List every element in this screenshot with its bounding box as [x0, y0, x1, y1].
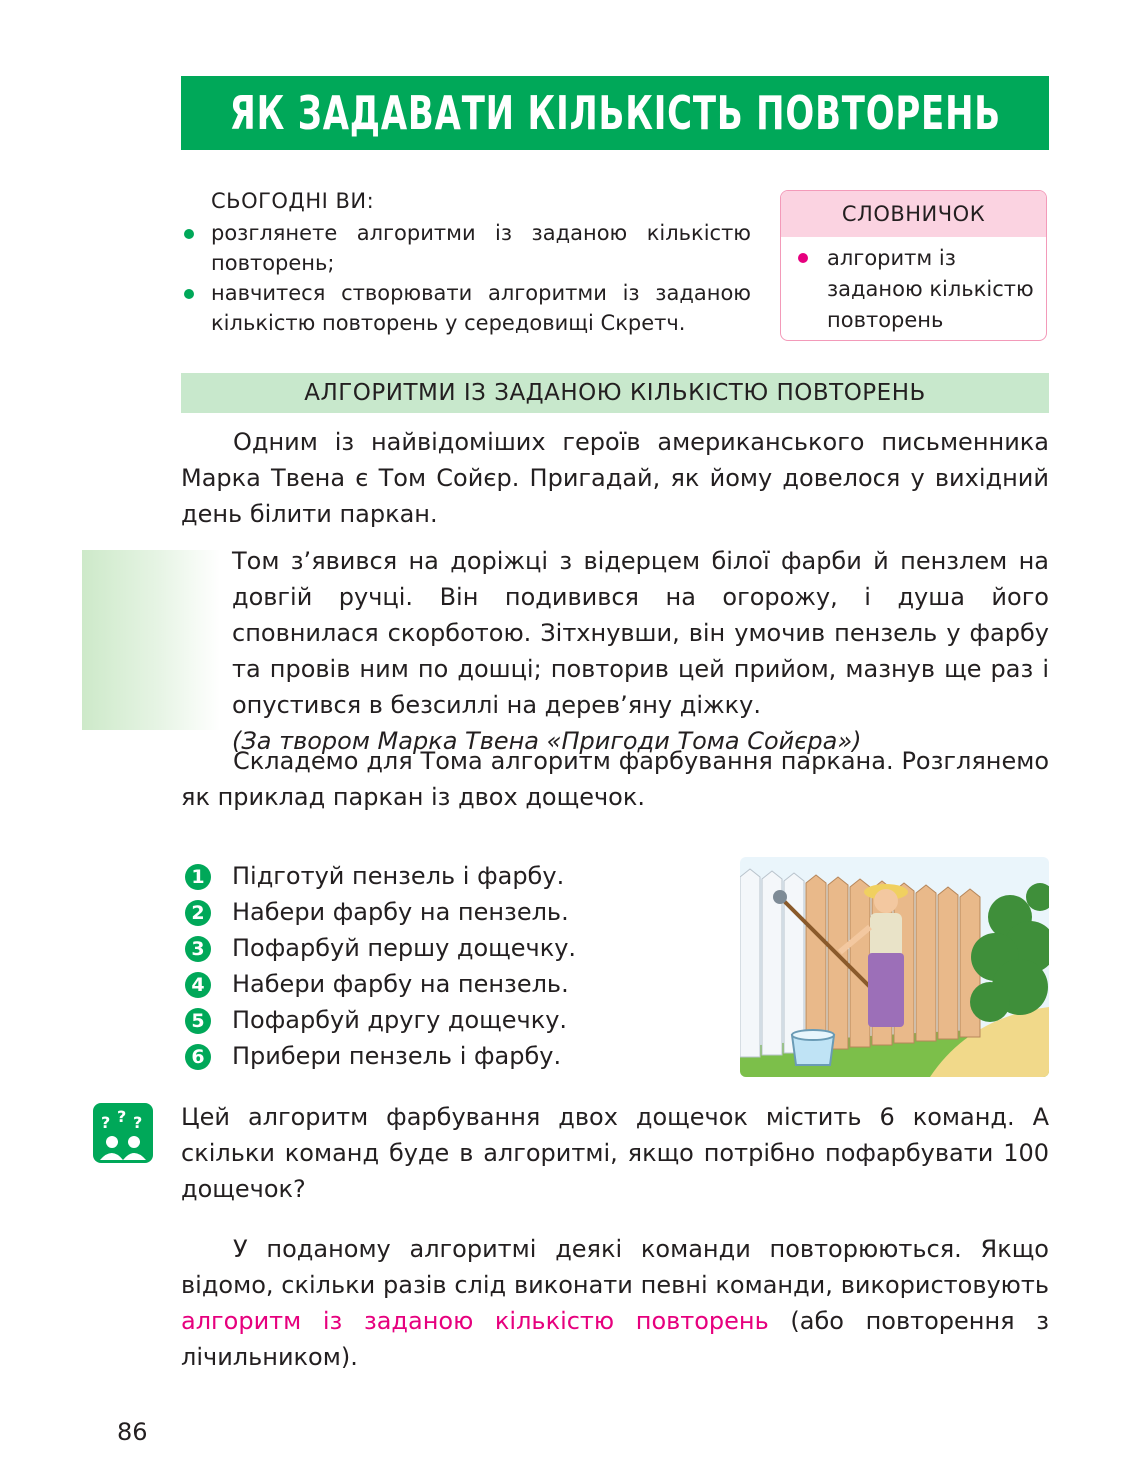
page-number: 86: [117, 1418, 148, 1446]
list-item: 5 Пофарбуй другу дощечку.: [181, 1002, 721, 1038]
green-bullet-icon: [184, 289, 194, 299]
quote-side-stripe: [82, 550, 220, 730]
list-item: 2 Набери фарбу на пензель.: [181, 894, 721, 930]
quote-source: (За твором Марка Твена «Пригоди Тома Сойєра»): [232, 727, 862, 755]
quote-block: [232, 543, 1049, 759]
section-title: АЛГОРИТМИ ІЗ ЗАДАНОЮ КІЛЬКІСТЮ ПОВТОРЕНЬ: [181, 373, 1049, 413]
svg-text:?: ?: [101, 1113, 111, 1132]
page-title-bar: [181, 76, 1049, 150]
glossary-box: [780, 190, 1047, 341]
goals-heading: СЬОГОДНІ ВИ:: [211, 189, 375, 213]
list-item: 1 Підготуй пензель і фарбу.: [181, 858, 721, 894]
glossary-heading: СЛОВНИЧОК: [781, 191, 1046, 237]
think-question-icon: [92, 1102, 154, 1164]
list-item: 4 Набери фарбу на пензель.: [181, 966, 721, 1002]
list-item: 3 Пофарбуй першу дощечку.: [181, 930, 721, 966]
glossary-item: алгоритм із заданою кількістю повторень: [781, 237, 1046, 336]
pink-bullet-icon: [798, 253, 808, 263]
step-number-icon: 1: [185, 864, 211, 890]
step-number-icon: 2: [185, 900, 211, 926]
svg-text:?: ?: [117, 1107, 127, 1126]
list-item: 6 Прибери пензель і фарбу.: [181, 1038, 721, 1074]
definition-paragraph: У поданому алгоритмі деякі команди повторюються. Якщо відомо, скільки разів слід виконати певні команди, використовують алгоритм із заданою кількістю повторень (або повторення з лічильником).: [181, 1235, 1049, 1371]
algorithm-steps: [181, 858, 721, 1074]
quote-text: Том з’явився на доріжці з відерцем білої фарби й пензлем на довгій ручці. Він подивився на огорожу, і душа його сповнилася скорботою. Зітхнувши, він умочив пензель у фарбу та провів ним по дошці; повторив цей прийом, мазнув ще раз і опустився в безсиллі на дерев’яну діжку.: [232, 547, 1049, 719]
step-number-icon: 4: [185, 972, 211, 998]
step-number-icon: 6: [185, 1044, 211, 1070]
svg-text:?: ?: [133, 1113, 143, 1132]
intro-paragraph: Одним із найвідоміших героїв американського письменника Марка Твена є Том Сойєр. Пригадай, як йому довелося у вихідний день білити паркан.: [181, 428, 1049, 528]
step-number-icon: 3: [185, 936, 211, 962]
tom-painting-fence-illustration: [740, 857, 1049, 1077]
goal-item: навчитеся створювати алгоритми із заданою кількістю повторень у середовищі Скретч.: [181, 278, 751, 338]
step-number-icon: 5: [185, 1008, 211, 1034]
algorithm-paragraph: Складемо для Тома алгоритм фарбування паркана. Розглянемо як приклад паркан із двох дощечок.: [181, 747, 1049, 811]
highlighted-term: алгоритм із заданою кількістю повторень: [181, 1307, 769, 1335]
page-title: ЯК ЗАДАВАТИ КІЛЬКІСТЬ ПОВТОРЕНЬ: [229, 86, 1001, 140]
goal-item: розглянете алгоритми із заданою кількістю повторень;: [181, 218, 751, 278]
lesson-goals: [181, 186, 751, 338]
question-paragraph: Цей алгоритм фарбування двох дощечок містить 6 команд. А скільки команд буде в алгоритмі, якщо потрібно пофарбувати 100 дощечок?: [181, 1103, 1049, 1203]
green-bullet-icon: [184, 229, 194, 239]
